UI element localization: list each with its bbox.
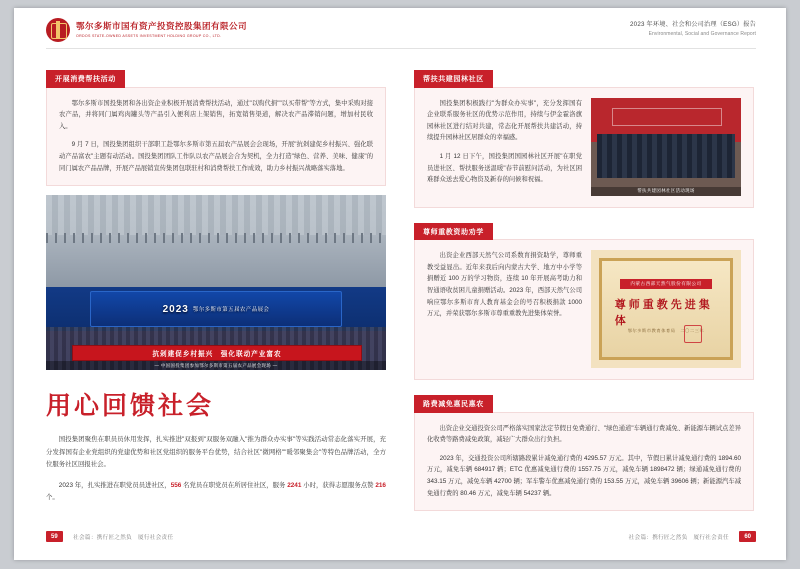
expo-photo	[46, 195, 386, 370]
photo-red-banner: 抗剁建促乡村振兴 强化联动产业富农	[72, 345, 362, 361]
card-tag: 路费减免惠民惠农	[414, 395, 493, 413]
card-body	[414, 412, 754, 512]
community-group-photo	[591, 98, 741, 196]
stat-highlight: 2241	[287, 481, 302, 489]
footer-text-right: 社会篇：携行匠之然负 厦行社会责任	[628, 534, 729, 541]
award-plaque-photo	[591, 250, 741, 368]
report-page	[14, 8, 786, 560]
page-number-right: 60	[739, 531, 756, 542]
company-name-en: ORDOS STATE-OWNED ASSETS INVESTMENT HOLDING GROUP CO., LTD.	[76, 33, 222, 38]
paragraph: 国投集团积极践行"为群众办实事"，充分发挥国有企业联系服务社区的优势示范作用，持续与伊金霍洛旗园林社区进行结对共建，常态化开展帮扶共建活动，持续提升园林社区居群众的幸福感。	[427, 99, 582, 142]
card-toll-reduction	[414, 393, 754, 511]
paragraph: 9 月 7 日，国投集团组织干部职工赴鄂尔多斯市第五届农产品展会会现场，开展"抗剁建促乡村振兴、强化联动产品富农"主题有动活动。国投集团团队工作队以农产品展会合为契机，全力打造"绿色、营养、美味、健康"的同门属农产品品牌，开展产品展销宣传集团包联驻村和消费帮扶工作成效，助力乡村振兴战略落实落地。	[59, 141, 373, 172]
logo-text	[76, 22, 247, 38]
section-title: 用心回馈社会	[46, 392, 215, 421]
company-logo	[46, 18, 247, 42]
banner-subtitle: 鄂尔多斯市第五届农产品展会	[192, 307, 270, 314]
text-block	[427, 250, 582, 320]
report-title-cn: 2023 年环境、社会和公司治理（ESG）报告	[630, 21, 756, 28]
plaque-sub-text: 鄂尔多斯市教育体育局 二〇二三年	[627, 328, 705, 333]
left-column	[46, 68, 386, 513]
company-name-cn: 鄂尔多斯市国有资产投资控股集团有限公司	[76, 21, 248, 32]
card-consumption-assistance	[46, 68, 386, 370]
plaque-frame	[599, 258, 733, 360]
paragraph: 出资企业交通投资公司严格落实国家法定节假日免费通行、"绿色通道"车辆通行费减免、新能源车辆试点差异化收费等路费减免政策，减轻广大群众出行负担。	[427, 424, 741, 444]
photo-roof	[46, 195, 386, 235]
plaque-main-text: 尊师重教先进集体	[614, 299, 713, 327]
card-body	[46, 87, 386, 187]
photo-people-row	[597, 134, 735, 178]
card-community-support	[414, 68, 754, 208]
paragraph: 鄂尔多斯市国投集团和各出资企业积极开展消费帮扶活动，通过"以购代捐""以买带帮"等方式，集中采购对接农产品，并将同门属鸡肉罐头等产品引入便利店上架销售，拓宽销售渠道，解决农产品滞销问题，增加村民收入。	[59, 99, 373, 130]
photo-caption: 帮扶共建园林社区活动现场	[591, 187, 741, 196]
split-layout	[427, 250, 741, 368]
card-body	[414, 87, 754, 208]
page-footer	[46, 534, 756, 546]
footer-left	[46, 528, 179, 546]
card-tag: 开展消费帮扶活动	[46, 70, 125, 88]
card-tag: 帮扶共建园林社区	[414, 70, 493, 88]
report-title-en: Environmental, Social and Governance Report	[648, 31, 756, 38]
paragraph: 1 月 12 日下午，国投集团国园林社区开展"在职党员进社区、帮扶服务送温暖"春节前慰问活动，为社区困难群众送去爱心物资及新春的问候和祝福。	[427, 153, 582, 184]
image-block	[591, 250, 741, 368]
right-column	[414, 68, 754, 524]
card-education-donation	[414, 221, 754, 381]
split-layout	[427, 98, 741, 196]
photo-caption: — 中国国投集团参加鄂尔多斯市第五届农产品展会现场 —	[46, 361, 386, 370]
plaque-top-text: 内蒙古西部天然气股份有限公司	[620, 279, 712, 289]
stat-highlight: 216	[375, 481, 386, 489]
card-tag: 尊师重教资助劝学	[414, 223, 493, 241]
paragraph: 2023 年，交通投资公司所辖路段累计减免通行费的 4295.57 万元。其中，节假日累计减免通行费的 1894.60 万元，减免车辆 684917 辆；ETC 优惠减免通行费的 1557.75 万元，减免车辆 1898472 辆；绿通减免通行费的 343.15 万元，减免车辆 42700 辆；军车警车优惠减免通行费的 153.55 万元，减免车辆 39606 辆；新能源汽车减免通行费的 80.46 万元，减免车辆 54237 辆。	[427, 454, 741, 497]
paragraph: 出资企业西部天然气公司系数育捐资助学，尊师重教受益显出。近年来我后向内蒙古大学、地方中小学等捐赠近 100 万的学习物资，连续 10 年开展高考助力和智通语收贫困儿童捐赠活动。2023 年，西部天然气公司响应鄂尔多斯市育人教育基金会的号召积极捐款 1000 万元，并荣获鄂尔多斯市尊重重教先进集体荣誉。	[427, 252, 582, 318]
page-number-left: 59	[46, 531, 63, 542]
card-body	[414, 239, 754, 380]
banner-year: 2023	[162, 303, 189, 315]
image-block	[591, 98, 741, 196]
section-body	[46, 434, 386, 504]
stat-highlight: 556	[170, 481, 182, 489]
photo-stage-banner	[90, 291, 342, 327]
paragraph: 国投集团聚焦在职员员休用发挥，扎实推进"双报到"双服务双融入"推为群众办实事"等实践活动常态化落实开展，充分发挥国有企业党组织的党建优势和社区党组织的服务平台优势，结合社区"微网格""暖邻聚集会"等特色品牌活动，全方位服务社区回报社会。	[46, 436, 386, 469]
header-divider	[46, 48, 756, 49]
footer-right	[623, 528, 756, 546]
paragraph: 2023 年，扎实推进在职党员员进社区，556 名党员在职党员在所居住社区，服务 2241 小时，获得志愿服务点赞 216 个。	[46, 481, 386, 502]
page-header	[14, 8, 786, 50]
text-block	[427, 98, 582, 186]
photo-truss	[46, 233, 386, 243]
logo-mark-icon	[46, 18, 70, 42]
footer-text-left: 社会篇：携行匠之然负 厦行社会责任	[73, 534, 174, 541]
report-title-block	[630, 20, 756, 39]
plaque-seal-icon	[684, 325, 702, 343]
